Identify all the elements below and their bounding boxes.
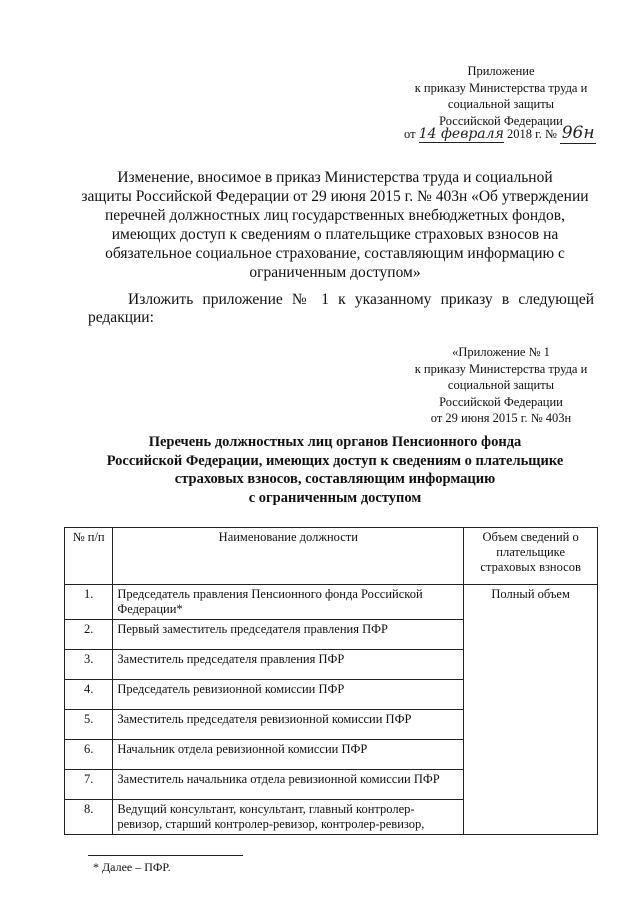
inner-appendix-date: от 29 июня 2015 г. № 403н (430, 411, 572, 425)
inner-appendix (395, 344, 607, 427)
instruction-line-1: Изложить приложение № 1 к указанному приказу в следующей (128, 291, 594, 308)
row-position: Заместитель начальника отдела ревизионной комиссии ПФР (113, 770, 464, 800)
title-line-2: защиты Российской Федерации от 29 июня 2015 г. № 403н «Об утверждении (81, 188, 589, 205)
list-title-line-3: страховых взносов, составляющим информацию (174, 471, 496, 487)
footnote: * Далее – ПФР. (93, 860, 171, 874)
row-position: Председатель ревизионной комиссии ПФР (113, 680, 464, 710)
list-title-line-2: Российской Федерации, имеющих доступ к сведениям о плательщике (106, 452, 564, 469)
inner-appendix-country: Российской Федерации (439, 394, 563, 409)
table-row (65, 585, 598, 620)
title-line-5: обязательное социальное страхование, составляющим информацию с (105, 245, 565, 262)
document-title (70, 168, 600, 282)
header-num: № п/п (65, 528, 113, 585)
title-line-6: ограниченным доступом» (249, 264, 421, 281)
row-num: 1. (65, 585, 113, 620)
list-title-line-1: Перечень должностных лиц органов Пенсионного фонда (148, 434, 522, 450)
row-num: 5. (65, 710, 113, 740)
header-position: Наименование должности (113, 528, 464, 585)
appendix-date-line (404, 123, 614, 144)
row-position: Заместитель председателя ревизионной комиссии ПФР (113, 710, 464, 740)
appendix-country: Российской Федерации (439, 113, 563, 128)
appendix-ministry: к приказу Министерства труда и (414, 80, 588, 95)
handwritten-date: 14 февраля (418, 126, 504, 142)
inner-appendix-label: «Приложение № 1 (452, 345, 550, 359)
row-num: 4. (65, 680, 113, 710)
appendix-header (395, 63, 607, 129)
row-num: 8. (65, 800, 113, 835)
positions-table (64, 527, 598, 835)
row-num: 6. (65, 740, 113, 770)
row-position: Председатель правления Пенсионного фонда Российской Федерации* (113, 585, 464, 620)
row-position: Начальник отдела ревизионной комиссии ПФР (113, 740, 464, 770)
list-title-line-4: с ограниченным доступом (248, 489, 422, 506)
date-prefix: от (404, 127, 416, 141)
row-position: Первый заместитель председателя правления ПФР (113, 620, 464, 650)
appendix-label: Приложение (467, 64, 535, 78)
title-line-1: Изменение, вносимое в приказ Министерства труда и социальной (117, 169, 553, 186)
title-line-4: имеющих доступ к сведениям о плательщике страховых взносов на (111, 226, 559, 243)
inner-appendix-ministry: к приказу Министерства труда и (414, 361, 588, 376)
handwritten-number: 96н (561, 123, 595, 143)
inner-appendix-social: социальной защиты (447, 378, 555, 392)
footnote-divider (88, 855, 243, 856)
list-title (70, 433, 600, 507)
volume-cell: Полный объем (464, 585, 598, 835)
title-line-3: перечней должностных лиц государственных внебюджетных фондов, (105, 207, 565, 224)
row-position: Ведущий консультант, консультант, главный контролер-ревизор, старший контролер-ревизор, контролер-ревизор, (113, 800, 464, 835)
appendix-social: социальной защиты (447, 97, 555, 111)
row-position: Заместитель председателя правления ПФР (113, 650, 464, 680)
row-num: 2. (65, 620, 113, 650)
table-header-row (65, 528, 598, 585)
instruction-line-2: редакции: (88, 309, 154, 326)
header-volume: Объем сведений о плательщике страховых взносов (464, 528, 598, 585)
year-suffix: 2018 г. № (506, 127, 557, 141)
row-num: 7. (65, 770, 113, 800)
row-num: 3. (65, 650, 113, 680)
